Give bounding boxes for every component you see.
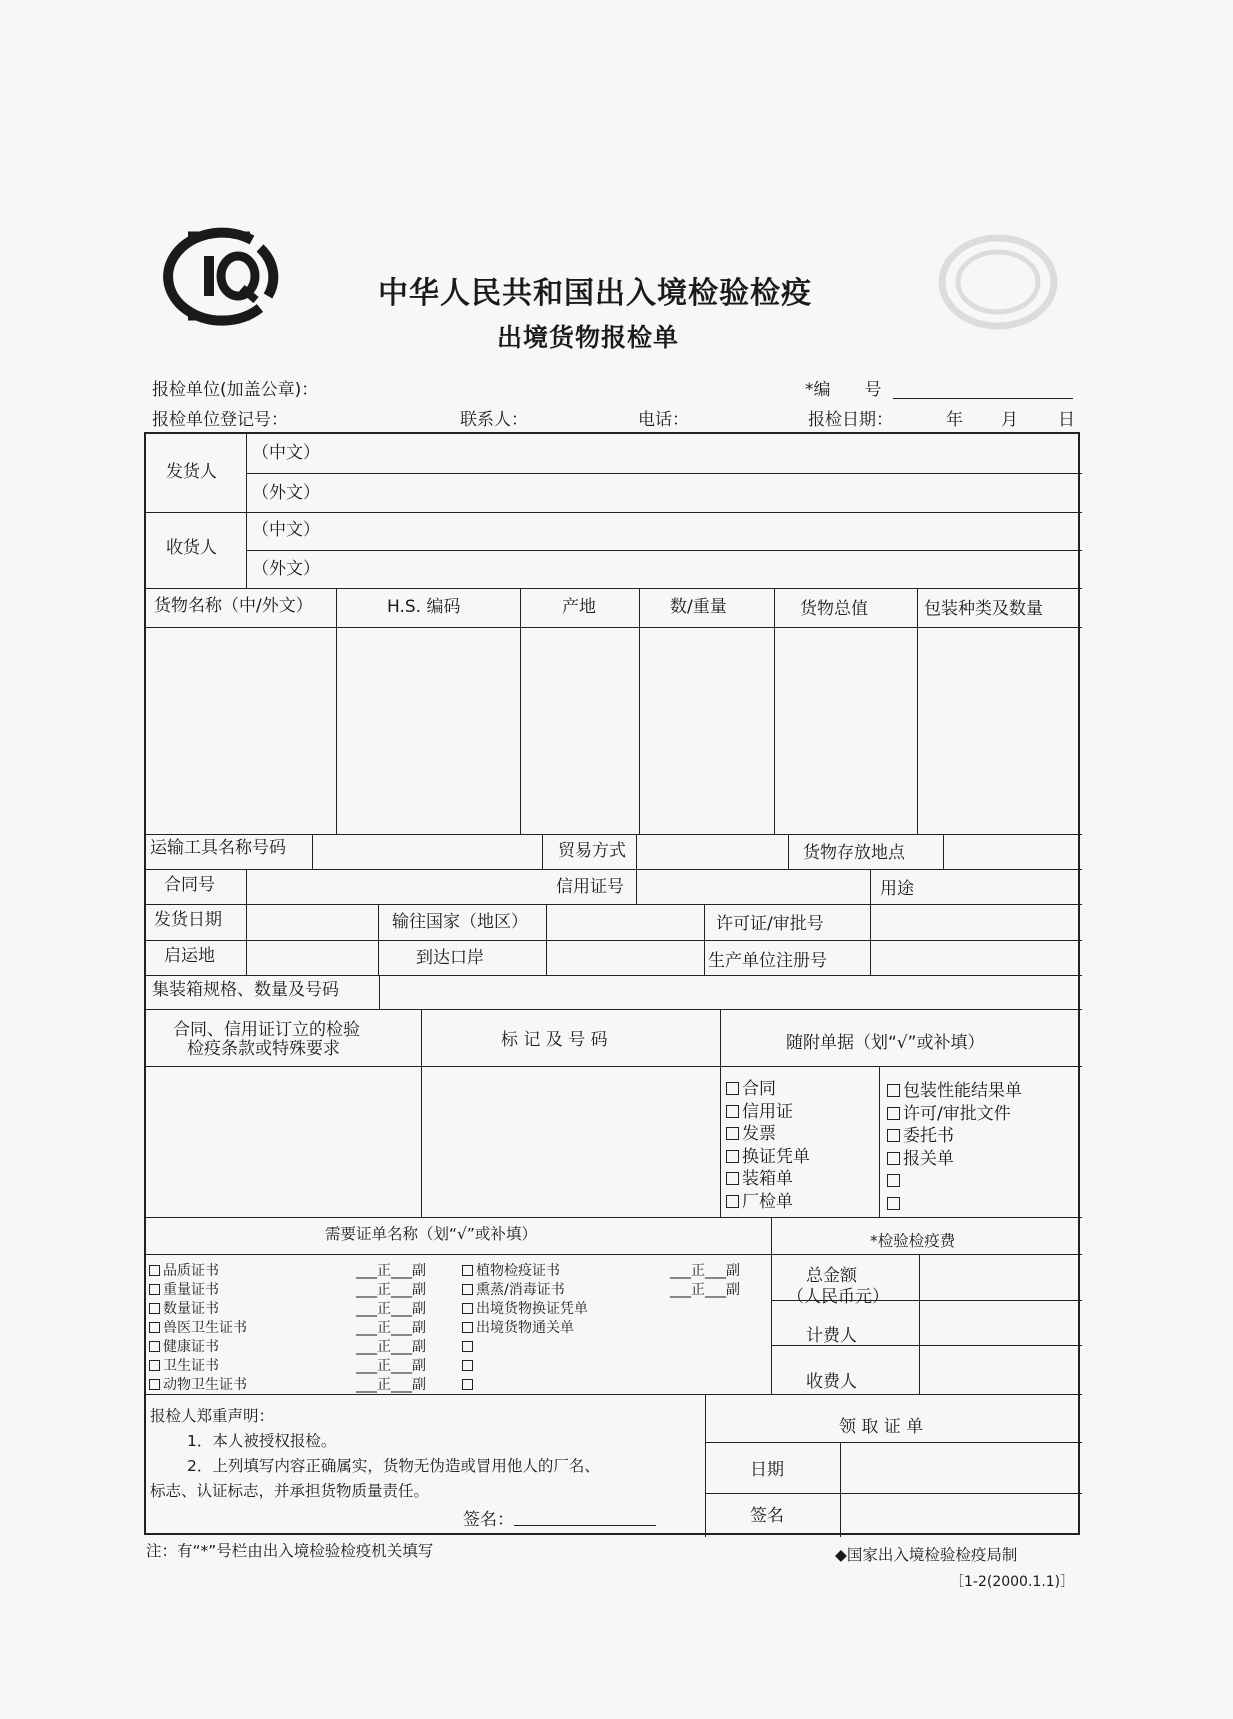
lc-no-label: 信用证号 xyxy=(556,877,624,897)
trade-mode-label: 贸易方式 xyxy=(558,841,626,861)
cert-exit-exchange-voucher[interactable]: 出境货物换证凭单 xyxy=(462,1300,588,1319)
attached-docs-header: 随附单据（划“√”或补填） xyxy=(786,1033,985,1053)
declaration-item-2a: 2．上列填写内容正确属实，货物无伪造或冒用他人的厂名、 xyxy=(187,1457,600,1475)
checkbox-power-of-attorney[interactable]: 委托书 xyxy=(887,1125,1022,1148)
required-certs-header: 需要证单名称（划“√”或补填） xyxy=(325,1225,537,1243)
checkbox-factory-inspection[interactable]: 厂检单 xyxy=(726,1191,810,1214)
consignor-label: 发货人 xyxy=(166,462,217,482)
container-label: 集装箱规格、数量及号码 xyxy=(152,980,339,1000)
cert-quality[interactable]: 品质证书 xyxy=(149,1262,247,1281)
declaration-title: 报检人郑重声明： xyxy=(150,1407,275,1425)
month-label: 月 xyxy=(1001,410,1018,430)
checkbox-invoice[interactable]: 发票 xyxy=(726,1123,810,1146)
total-amount-label: 总金额 xyxy=(806,1266,857,1286)
packaging-header: 包装种类及数量 xyxy=(924,599,1043,619)
receive-signature-label: 签名 xyxy=(750,1506,784,1526)
total-amount-currency-label: （人民币元） xyxy=(787,1287,889,1307)
cert-quantity[interactable]: 数量证书 xyxy=(149,1300,247,1319)
certs-right-list xyxy=(462,1262,588,1395)
quantity-weight-header: 数/重量 xyxy=(670,597,727,617)
copies-field[interactable]: ___正___副 xyxy=(356,1377,426,1393)
registration-no-label: 报检单位登记号： xyxy=(152,410,288,430)
cert-blank-3[interactable] xyxy=(462,1376,588,1395)
declaration-item-1: 1．本人被授权报检。 xyxy=(187,1432,337,1450)
contact-label: 联系人： xyxy=(460,410,528,430)
consignee-foreign-label: （外文） xyxy=(252,559,320,579)
cert-exit-clearance[interactable]: 出境货物通关单 xyxy=(462,1319,588,1338)
checkbox-packaging-result[interactable]: 包装性能结果单 xyxy=(887,1080,1022,1103)
checkbox-exchange-voucher[interactable]: 换证凭单 xyxy=(726,1146,810,1169)
declarant-signature-field[interactable] xyxy=(514,1525,656,1526)
checkbox-license-approval[interactable]: 许可/审批文件 xyxy=(887,1103,1022,1126)
form-code: ［1-2(2000.1.1)］ xyxy=(950,1574,1075,1590)
certs-right-copies xyxy=(670,1262,740,1300)
checkbox-packing-list[interactable]: 装箱单 xyxy=(726,1168,810,1191)
year-label: 年 xyxy=(946,410,963,430)
serial-no-label: *编 号 xyxy=(805,380,882,400)
producer-reg-label: 生产单位注册号 xyxy=(708,951,827,971)
copies-field[interactable]: ___正___副 xyxy=(356,1282,426,1298)
hs-code-header: H.S. 编码 xyxy=(387,597,461,617)
attached-docs-left-list xyxy=(726,1078,810,1214)
arrival-port-label: 到达口岸 xyxy=(416,948,484,968)
terms-label-line1: 合同、信用证订立的检验 xyxy=(173,1020,360,1040)
origin-header: 产地 xyxy=(562,597,596,617)
consignee-cn-label: （中文） xyxy=(252,520,320,540)
cert-fumigation[interactable]: 熏蒸/消毒证书 xyxy=(462,1281,588,1300)
consignor-cn-label: （中文） xyxy=(252,443,320,463)
copies-field[interactable]: ___正___副 xyxy=(670,1263,740,1279)
cert-veterinary[interactable]: 兽医卫生证书 xyxy=(149,1319,247,1338)
consignee-label: 收货人 xyxy=(166,538,217,558)
ciq-logo xyxy=(160,226,282,326)
checkbox-customs-declaration[interactable]: 报关单 xyxy=(887,1148,1022,1171)
certs-left-list xyxy=(149,1262,247,1395)
inspection-fee-header: *检验检疫费 xyxy=(870,1232,956,1250)
storage-label: 货物存放地点 xyxy=(803,843,905,863)
certs-left-copies xyxy=(356,1262,426,1395)
receive-date-label: 日期 xyxy=(750,1460,784,1480)
back-page-ghost-logo xyxy=(938,234,1058,330)
consignor-foreign-label: （外文） xyxy=(252,483,320,503)
checkbox-contract[interactable]: 合同 xyxy=(726,1078,810,1101)
inspection-date-label: 报检日期： xyxy=(808,410,893,430)
day-label: 日 xyxy=(1058,410,1075,430)
footer-note: 注：有“*”号栏由出入境检验检疫机关填写 xyxy=(146,1542,434,1560)
copies-field[interactable]: ___正___副 xyxy=(356,1320,426,1336)
cert-health[interactable]: 健康证书 xyxy=(149,1338,247,1357)
total-value-header: 货物总值 xyxy=(800,599,868,619)
phone-label: 电话： xyxy=(638,410,689,430)
contract-no-label: 合同号 xyxy=(164,875,215,895)
receive-certs-header: 领 取 证 单 xyxy=(839,1417,924,1437)
terms-label-line2: 检疫条款或特殊要求 xyxy=(187,1039,340,1059)
copies-field[interactable]: ___正___副 xyxy=(356,1263,426,1279)
fee-collector-label: 收费人 xyxy=(806,1372,857,1392)
purpose-label: 用途 xyxy=(880,879,914,899)
goods-name-header: 货物名称（中/外文） xyxy=(154,596,313,616)
cert-sanitary[interactable]: 卫生证书 xyxy=(149,1357,247,1376)
checkbox-blank-1[interactable] xyxy=(887,1170,1022,1193)
serial-no-field[interactable] xyxy=(893,398,1073,399)
declarant-sign-label: 签名： xyxy=(463,1510,514,1530)
cert-plant-quarantine[interactable]: 植物检疫证书 xyxy=(462,1262,588,1281)
cert-blank-1[interactable] xyxy=(462,1338,588,1357)
copies-field[interactable]: ___正___副 xyxy=(356,1339,426,1355)
origin-place-label: 启运地 xyxy=(164,946,215,966)
checkbox-letter-of-credit[interactable]: 信用证 xyxy=(726,1101,810,1124)
copies-field[interactable]: ___正___副 xyxy=(670,1282,740,1298)
declaration-item-2b: 标志、认证标志，并承担货物质量责任。 xyxy=(150,1482,430,1500)
cert-weight[interactable]: 重量证书 xyxy=(149,1281,247,1300)
dest-country-label: 输往国家（地区） xyxy=(392,912,528,932)
fee-calculator-label: 计费人 xyxy=(806,1326,857,1346)
cert-animal-health[interactable]: 动物卫生证书 xyxy=(149,1376,247,1395)
license-no-label: 许可证/审批号 xyxy=(716,914,824,934)
issuer-label: ◆国家出入境检验检疫局制 xyxy=(835,1546,1018,1564)
attached-docs-right-list xyxy=(887,1080,1022,1216)
vehicle-label: 运输工具名称号码 xyxy=(150,838,286,858)
copies-field[interactable]: ___正___副 xyxy=(356,1301,426,1317)
applicant-unit-label: 报检单位(加盖公章)： xyxy=(152,380,319,400)
document-title: 中华人民共和国出入境检验检疫 xyxy=(378,276,812,311)
marks-header: 标 记 及 号 码 xyxy=(501,1030,608,1050)
document-subtitle: 出境货物报检单 xyxy=(497,323,680,352)
checkbox-blank-2[interactable] xyxy=(887,1193,1022,1216)
ship-date-label: 发货日期 xyxy=(154,910,222,930)
copies-field[interactable]: ___正___副 xyxy=(356,1358,426,1374)
cert-blank-2[interactable] xyxy=(462,1357,588,1376)
